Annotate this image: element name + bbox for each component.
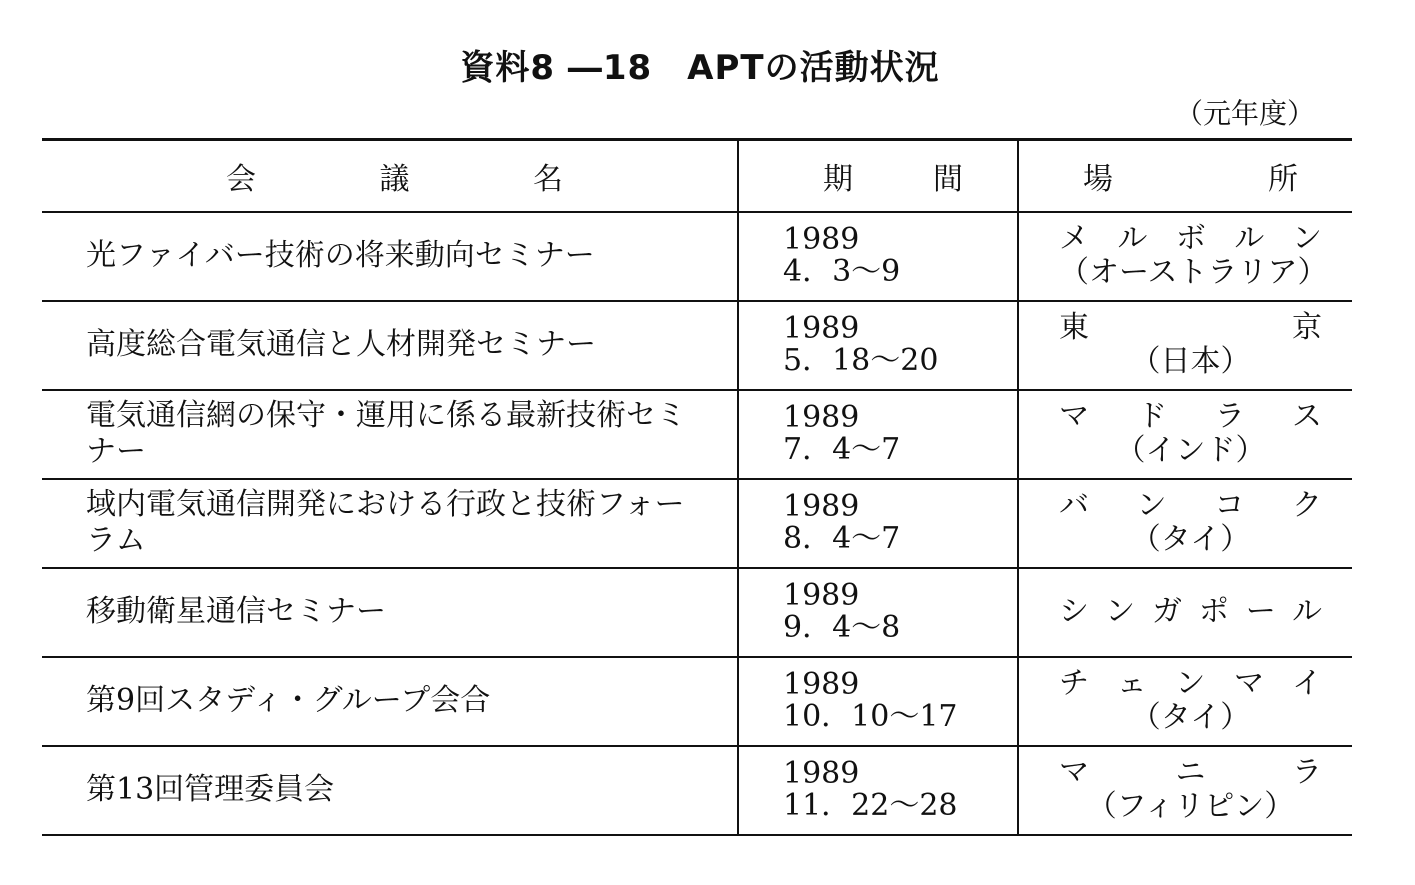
meeting-place: [1018, 212, 1352, 301]
meeting-place: [1018, 390, 1352, 479]
period-year: 1989: [783, 311, 860, 346]
meeting-place: [1018, 657, 1352, 746]
period-year: 1989: [783, 667, 860, 702]
table-row: [42, 479, 1352, 568]
meeting-name: 電気通信網の保守・運用に係る最新技術セミナー: [42, 390, 738, 479]
meeting-period: [738, 657, 1018, 746]
meeting-period: [738, 479, 1018, 568]
header-char: 議: [379, 161, 410, 197]
place-country: （タイ）: [1130, 700, 1251, 735]
period-dates: 5．18～20: [783, 343, 939, 378]
place-city: 東京: [1059, 310, 1322, 345]
header-char: 名: [533, 161, 563, 197]
period-year: 1989: [783, 756, 860, 791]
place-country: （インド）: [1115, 433, 1266, 468]
table-row: [42, 301, 1352, 390]
meeting-name: 高度総合電気通信と人材開発セミナー: [42, 301, 738, 390]
table-row: [42, 657, 1352, 746]
meeting-name: 域内電気通信開発における行政と技術フォーラム: [42, 479, 738, 568]
meeting-place: [1018, 568, 1352, 657]
period-dates: 7．4～7: [783, 432, 901, 467]
table-row: [42, 390, 1352, 479]
meeting-name: 光ファイバー技術の将来動向セミナー: [42, 212, 738, 301]
place-city: マニラ: [1059, 755, 1322, 790]
meeting-place: [1018, 301, 1352, 390]
place-country: （タイ）: [1130, 522, 1251, 557]
meeting-name: 第9回スタディ・グループ会合: [42, 657, 738, 746]
meeting-period: [738, 390, 1018, 479]
table-row: [42, 746, 1352, 835]
place-country: （日本）: [1130, 344, 1251, 379]
table-row: [42, 212, 1352, 301]
period-year: 1989: [783, 400, 860, 435]
header-meeting-name: [42, 140, 738, 212]
meeting-name: 移動衛星通信セミナー: [42, 568, 738, 657]
period-dates: 10．10～17: [783, 699, 958, 734]
place-city: メルボルン: [1059, 221, 1322, 256]
place-country: （フィリピン）: [1086, 789, 1295, 824]
period-dates: 9．4～8: [783, 610, 901, 645]
header-char: 会: [226, 161, 256, 197]
meeting-name: 第13回管理委員会: [42, 746, 738, 835]
fiscal-year-note: （元年度）: [1174, 97, 1315, 130]
period-year: 1989: [783, 578, 860, 613]
header-char: 期: [823, 161, 853, 197]
header-char: 場: [1083, 161, 1113, 197]
meeting-place: [1018, 479, 1352, 568]
header-period: [738, 140, 1018, 212]
period-dates: 4．3～9: [783, 254, 901, 289]
meeting-period: [738, 212, 1018, 301]
place-city: チェンマイ: [1059, 666, 1322, 701]
header-char: 間: [933, 161, 963, 197]
meeting-place: [1018, 746, 1352, 835]
period-year: 1989: [783, 489, 860, 524]
meeting-period: [738, 301, 1018, 390]
meeting-period: [738, 746, 1018, 835]
document-title: 資料8 ―18 APTの活動状況: [460, 48, 940, 88]
period-dates: 8．4～7: [783, 521, 901, 556]
place-country: （オーストラリア）: [1059, 255, 1328, 290]
place-city: バンコク: [1059, 488, 1322, 523]
place-city: マドラス: [1059, 399, 1322, 434]
header-char: 所: [1268, 161, 1298, 197]
table-header-row: [42, 140, 1352, 212]
place-city: シンガポール: [1059, 594, 1322, 629]
table-row: [42, 568, 1352, 657]
period-dates: 11．22～28: [783, 788, 958, 823]
header-place: [1018, 140, 1352, 212]
meeting-period: [738, 568, 1018, 657]
period-year: 1989: [783, 222, 860, 257]
apt-activities-table: [42, 138, 1352, 836]
